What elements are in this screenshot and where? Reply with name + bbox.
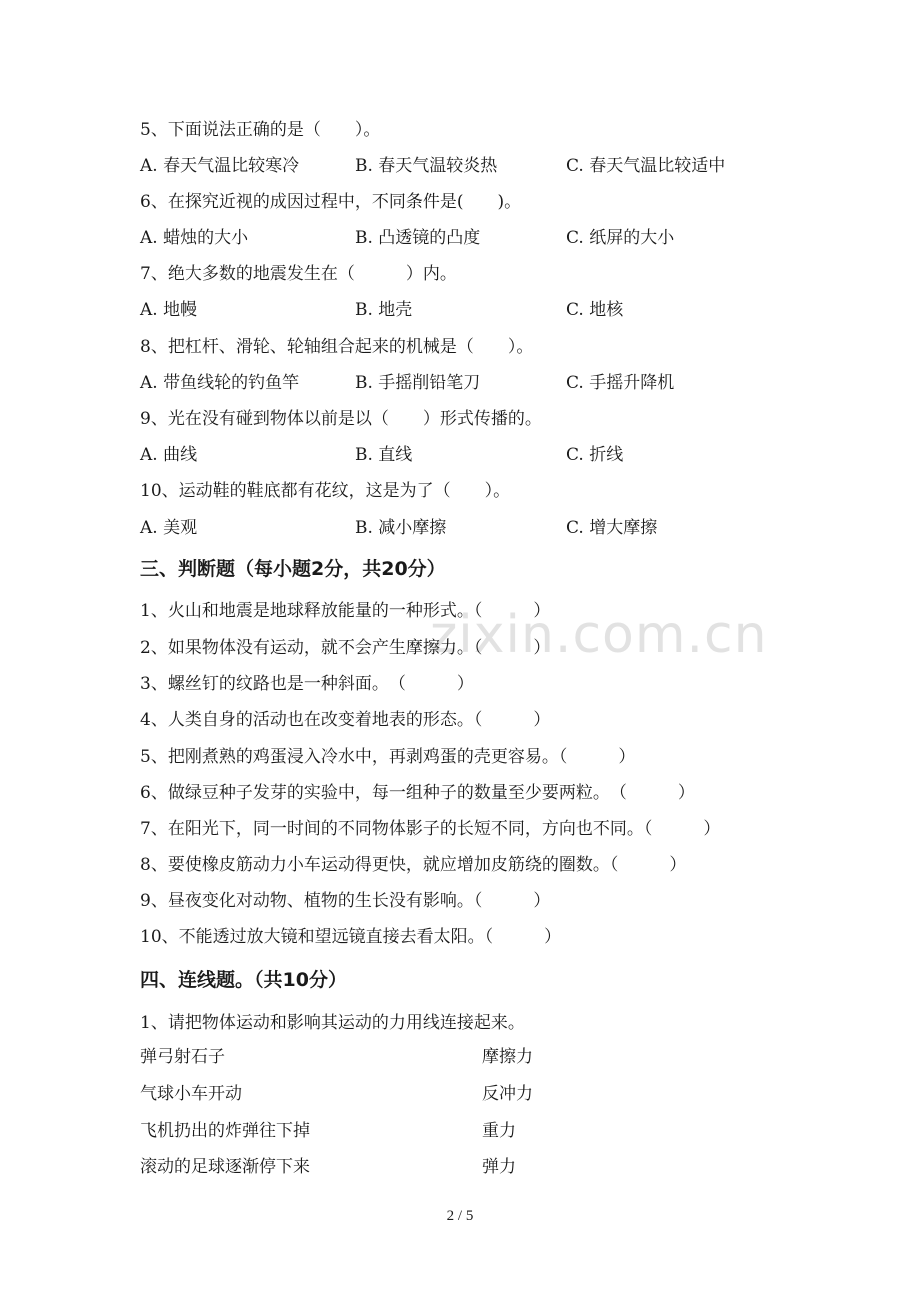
judge-item: 6、做绿豆种子发芽的实验中，每一组种子的数量至少要两粒。 （ ） [140,783,695,803]
mc-option-a: A. 地幔 [140,300,198,320]
mc-option-c: C. 折线 [566,445,624,465]
section-4-heading: 四、连线题。（共10分） [140,969,347,991]
judge-item: 2、如果物体没有运动，就不会产生摩擦力。（ ） [140,638,551,658]
mc-option-c: C. 地核 [566,300,624,320]
judge-item: 5、把刚煮熟的鸡蛋浸入冷水中，再剥鸡蛋的壳更容易。（ ） [140,747,636,767]
mc-option-c: C. 手摇升降机 [566,373,675,393]
mc-question-5: 5、下面说法正确的是（ ）。 [140,120,381,140]
mc-option-b: B. 地壳 [355,300,413,320]
mc-option-a: A. 曲线 [140,445,198,465]
match-right-item: 重力 [482,1121,516,1141]
mc-option-a: A. 带鱼线轮的钓鱼竿 [140,373,300,393]
match-right-item: 摩擦力 [482,1047,533,1067]
mc-option-c: C. 春天气温比较适中 [566,156,726,176]
mc-question-7: 7、绝大多数的地震发生在（ ）内。 [140,264,457,284]
page-number: 2 / 5 [446,1208,474,1224]
mc-option-b: B. 春天气温较炎热 [355,156,498,176]
section-3-heading: 三、判断题（每小题2分，共20分） [140,558,446,580]
mc-option-a: A. 蜡烛的大小 [140,228,249,248]
mc-option-c: C. 增大摩擦 [566,518,658,538]
mc-option-a: A. 美观 [140,518,198,538]
watermark: zixin.com.cn [430,605,768,665]
judge-item: 10、不能透过放大镜和望远镜直接去看太阳。（ ） [140,927,562,947]
mc-option-b: B. 凸透镜的凸度 [355,228,481,248]
match-left-item: 弹弓射石子 [140,1047,225,1067]
judge-item: 8、要使橡皮筋动力小车运动得更快，就应增加皮筋绕的圈数。（ ） [140,855,687,875]
judge-item: 7、在阳光下，同一时间的不同物体影子的长短不同，方向也不同。（ ） [140,819,721,839]
mc-option-b: B. 直线 [355,445,413,465]
match-question: 1、请把物体运动和影响其运动的力用线连接起来。 [140,1013,525,1033]
judge-item: 9、昼夜变化对动物、植物的生长没有影响。（ ） [140,891,551,911]
judge-item: 1、火山和地震是地球释放能量的一种形式。（ ） [140,601,551,621]
match-right-item: 反冲力 [482,1084,533,1104]
match-left-item: 滚动的足球逐渐停下来 [140,1157,310,1177]
mc-option-b: B. 减小摩擦 [355,518,447,538]
match-left-item: 飞机扔出的炸弹往下掉 [140,1121,310,1141]
mc-option-b: B. 手摇削铅笔刀 [355,373,481,393]
mc-question-6: 6、在探究近视的成因过程中，不同条件是( )。 [140,192,522,212]
mc-question-9: 9、光在没有碰到物体以前是以（ ）形式传播的。 [140,409,542,429]
judge-item: 4、人类自身的活动也在改变着地表的形态。（ ） [140,710,551,730]
match-left-item: 气球小车开动 [140,1084,242,1104]
mc-question-8: 8、把杠杆、滑轮、轮轴组合起来的机械是（ ）。 [140,337,534,357]
mc-option-c: C. 纸屏的大小 [566,228,675,248]
mc-question-10: 10、运动鞋的鞋底都有花纹，这是为了（ ）。 [140,481,511,501]
judge-item: 3、螺丝钉的纹路也是一种斜面。 （ ） [140,674,474,694]
mc-option-a: A. 春天气温比较寒冷 [140,156,300,176]
match-right-item: 弹力 [482,1157,516,1177]
